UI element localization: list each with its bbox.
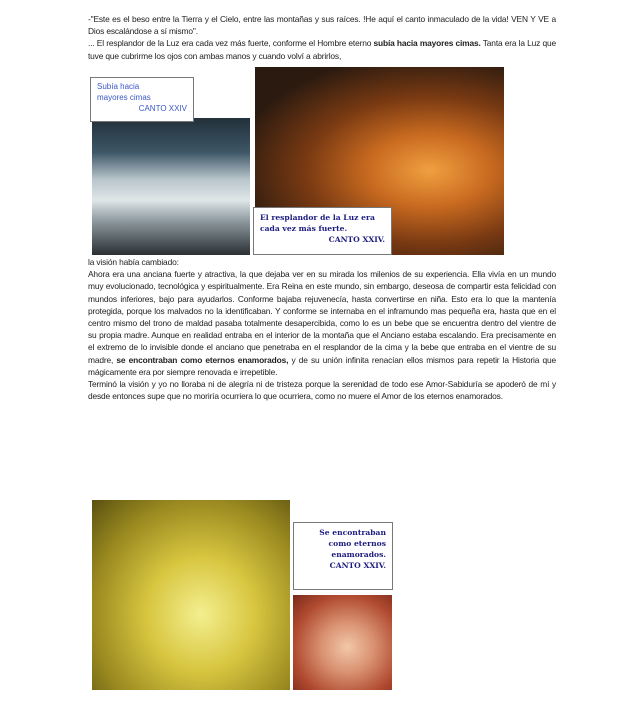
painted-face-photo [293,595,392,690]
caption-line: mayores cimas [97,93,151,102]
text-span: y de su unión infinita renacían ellos mismos para repetir la Historia que mágicamente era por siempre renovada e irrepetible. [88,354,557,377]
text-span: Ahora era una anciana fuerte y atractiva, la que dejaba ver en su mirada los milenios de su experiencia. Ella vivía en un mundo muy evolucionado, tecnológica y espiritualmente. Era Reina en este mundo, sin embargo, deseosa de compartir esta felicidad con mundos inferiores, bajo para ayudarlos. Conforme bajaba rejuvenecía, hasta convertirse en niña. Esto era lo que la mantenía protegida, porque los malvados no la identificaban. Y conforme se internaba en el inframundo mas pequeña era, hasta que en el centro mismo del trono de maldad pasaba totalmente desapercibida, como lo es un bebe que se encuentra dentro del vientre de su propia madre. Aunque en realidad entraba en el interior de la montaña que el Anciano estaba escalando. Era precisamente en el extremo de lo invisible donde el anciano que penetraba en el resplandor de la cima y la bebe que entraba en el vientre de su madre, [88,269,556,365]
caption-canto: CANTO XXIV [138,104,187,113]
sitting-sage-photo [92,500,290,690]
caption-subia [90,77,194,122]
resplandor-paragraph [88,37,556,61]
caption-text: El resplandor de la Luz era cada vez más fuerte. [260,213,375,233]
vision-paragraph [88,268,556,378]
top-text [88,13,556,62]
caption-text: Se encontraban como eternos enamorados. [319,528,386,559]
bold-text: se encontraban como eternos enamorados, [116,354,289,365]
ending-paragraph: Terminó la visión y yo no lloraba ni de alegría ni de tristeza porque la serenidad de todo ese Amor-Sabiduría se apoderó de mí y desde entonces supe que no moriría ocurriera lo que ocurriera, como no muere el Amor de los eternos enamorados. [88,379,556,402]
caption-canto: CANTO XXIV. [328,235,385,244]
caption-resplandor [253,207,392,255]
caption-line: Subía hacia [97,82,140,91]
intro-line: la visión había cambiado: [88,257,179,267]
caption-canto: CANTO XXIV. [329,561,386,570]
bold-text: subía hacia mayores cimas. [373,38,481,49]
quote-paragraph: -"Este es el beso entre la Tierra y el Cielo, entre las montañas y sus raíces. !He aquí el canto inmaculado de la vida! VEN Y VE a Dios escalándose a sí mismo". [88,14,556,37]
caption-enamorados [293,522,393,590]
body-text [88,256,556,402]
mountain-clouds-photo [92,118,250,255]
text-span: Tanta era la Luz que tuve que cubrirme los ojos con ambas manos y cuando volví a abrirlos, [88,38,556,61]
text-span: ... El resplandor de la Luz era cada vez más fuerte, conforme el Hombre eterno [88,38,374,49]
